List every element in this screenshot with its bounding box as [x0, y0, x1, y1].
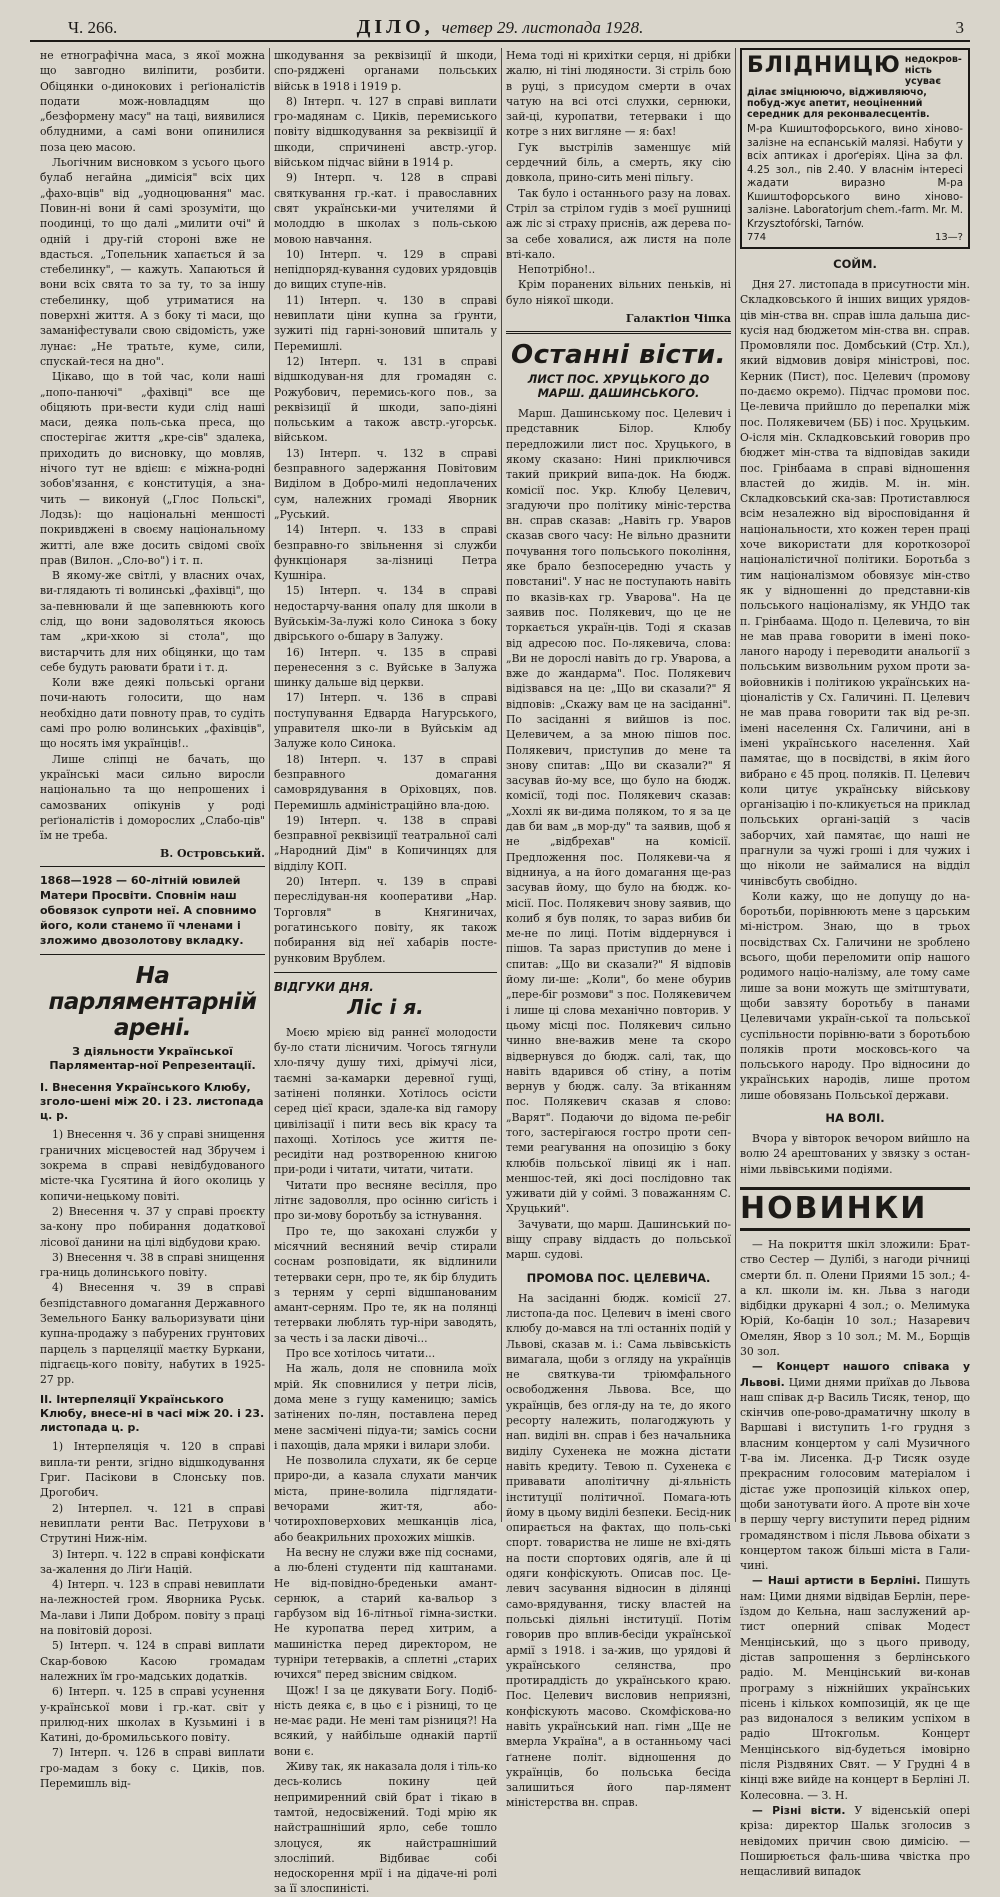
- column-3: [506, 48, 731, 1810]
- paragraph: В якому-же світлі, у власних очах, ви-глядають ті волинські „фахівці", що за-певнювали й ще запевнюють кого слід, що вони задоволяться якоюсь там „кри-хкою зі стола", що вистарчить для них обіцянки, що там себе будуть раювати брати і т. д.: [40, 569, 265, 674]
- ad-tagline: недокров-ність усуває: [904, 54, 962, 87]
- list-item: 15) Інтерп. ч. 134 в справі недостарчу-вання опалу для школи в Вуйськім-За-лужі коло Синока з боку двірського о-бшару в Залужу.: [274, 584, 497, 644]
- news-item: — На покриття шкіл зложили: Брат-ство Сестер — Дулібі, з нагоди річниці смерти бл. п. Олени Приями 15 зол.; 4-а кл. школи ім. кн. Льва з нагоди відбідки друкарні 4 зол.; о. Мелимука Юрій, Ко-бацін 10 зол.; Назаревич Омелян, Явор з 10 зол.; М. М., Борщів 30 зол.: [740, 1237, 970, 1358]
- ad-slogan: ділає зміцнюючо, відживляючо, побуд-жує апетит, неоціненний середник для реконвалесцентів.: [747, 87, 930, 120]
- list-item: 2) Внесення ч. 37 у справі проєкту за-кону про побирання додаткової лісової данини на цілі відбудови краю.: [40, 1204, 265, 1249]
- paragraph: Вчора у вівторок вечором вийшло на волю 24 арештованих у звязку з остан-німи львівськими подіями.: [740, 1132, 970, 1176]
- list-item: шкодування за реквізиції й шкоди, спо-ряджені органами польських військ в 1918 і 1919 р.: [274, 49, 497, 93]
- ad-code: 774: [747, 232, 767, 243]
- column-divider: [269, 48, 270, 1522]
- paragraph: Про все хотілось читати...: [286, 1347, 436, 1361]
- list-item: 13) Інтерп. ч. 132 в справі безправного задержання Повітовим Виділом в Добро-милі недоплачених сум, належних громаді Яворник „Руський.: [274, 446, 497, 521]
- section-heading: І. Внесення Українського Клюбу, зголо-шені між 20. і 23. листопада ц. р.: [40, 1081, 264, 1123]
- news-lead: — Різні вісти.: [752, 1803, 846, 1817]
- list-item: 12) Інтерп. ч. 131 в справі відшкодуван-ня для громадян с. Рожубович, перемись-кого пов., за реквізиції й шкоди, запо-діяні польським а також австр.-угорськ. військом.: [274, 354, 497, 445]
- ad-body: М-ра Кшиштофорського, вино хіново-залізне на еспанській малязі. Набути у всіх аптиках і дроґеріях. Ціна за фл. 4.25 зол., пів 2.40. У власнім інтересі жадати виразно М-ра Кшиштофорського вино хіново-залізне. Laboratorjum chem.-farm. Mr. M. Krzysztofórski, Tarnów.: [747, 123, 963, 230]
- news-lead: — Наші артисти в Берліні.: [752, 1574, 921, 1588]
- paragraph: Коли кажу, що не допущу до на-боротьби, порівнюють мене з царським мі-ністром. Знаю, що в трьох посвідствах Сх. Галичини не зроблено всього, щоби переломити опір нашого родимого націо-налізму, але тому саме лише за вони можуть ще змітштувати, щоби завзяту боротьбу в панами Целевичами україн-ської та польської суспільности порівню-вати з боротьбою поляків проти московсь-кого ча польського народу. Про відносини до українських народів, лише протом лише обовязань Польської держави.: [740, 889, 970, 1102]
- list-item: 6) Інтерп. ч. 125 в справі усунення у-країнської мови і гр.-кат. світ у прилюд-них школах в Кузьмині і в Катині, до-бромильського повіту.: [40, 1685, 265, 1745]
- ad-header: [747, 54, 963, 87]
- news-text: Цими днями приїхав до Львова наш співак д-р Василь Тисяк, тенор, що скінчив опе-рово-драматичну школу в Варшаві і виступить 1-го грудня з власним концертом у салі Музичного Т-ва ім. Лисенка. Д-р Тисяк озуде прекрасним голосовим матеріалом і дістає уже пропозицій кількох опер, щоби занотувати його. А проте він хоче в першу чергу виступити перед рідним громадянством і після Львова обіхати з концертом також більші міста в Гали-чині.: [740, 1375, 970, 1573]
- list-item: 4) Інтерп. ч. 123 в справі невиплати на-лежностей гром. Яворника Руськ. Ма-лави і Липи Добром. повіту з праці на повітовій дорозі.: [40, 1578, 265, 1638]
- page-number: 3: [955, 18, 964, 37]
- section-heading: СОЙМ.: [833, 257, 877, 271]
- list-item: 1) Інтерпеляція ч. 120 в справі випла-ти ренти, згідно відшкодування Григ. Пасікови в Слонську пов. Дрогобич.: [40, 1440, 265, 1500]
- list-item: 1) Внесення ч. 36 у справі знищення граничних місцевостей над Збручем і зокрема в справі невідбудованого місте-чка Гусятина й його околиць у копичи-нецькому повіті.: [40, 1128, 265, 1203]
- paragraph: Зачувати, що марш. Дашинський по-віщу справу віддасть до польської марш. судові.: [506, 1217, 731, 1262]
- list-item: 3) Внесення ч. 38 в справі знищення гра-ниць долинського повіту.: [40, 1250, 265, 1280]
- issue-date: четвер 29. листопада 1928.: [441, 18, 644, 37]
- list-item: 5) Інтерп. ч. 124 в справі виплати Скар-бовою Касою громадам належних їм гро-мадських додатків.: [40, 1639, 265, 1683]
- column-1: [40, 48, 265, 1791]
- paragraph: Моєю мрією від раннєї молодости бу-ло стати лісничим. Чогось тягнули хло-пячу душу тихі, дрімучі ліси, таємні за-камарки деревної гущі, затінені полянки. Хотілось осісти серед цієї краси, здале-ка від гамору цивілізації і пити весь вік красу та пахощі. Хотілось усе життя пе-ресидіти над розтворенною книгою при-роди і читати, читати, читати.: [274, 1025, 497, 1177]
- news-text: У віденській опері кріза: директор Шальк зголосив з невідомих причин свою димісію. — Поширюється фаль-шива чвістка про нещасливий випадок: [740, 1803, 970, 1879]
- news-item: [740, 1573, 970, 1802]
- paragraph: Дня 27. листопада в присутности мін. Складковського й інших вищих урядов-ців мін-ства вн. справ ішла дальша дис-кусія над бюджетом мін-ства вн. справ. Промовляли пос. Домбський (Стр. Хл.), який відмовив довіря міністрові, пос. Керник (Пист), пос. Целевич (промову по-даємо окремо). Підчас промови пос. Це-левича прийшло до перепалки між пос. Полякевичем (ББ) і пос. Хруцьким. О-ісля мін. Складковський говорив про бюджет мін-ства та відповідав закиди пос. Грінбаама в справі відношення властей до жидів. М. ін. мін. Складковський ска-зав: Протиставлюся всім незалежно від віросповідання й національности, хто кожен терен праці хоче використати для короткозорої націоналістичної політики. Боротьба з тим націоналізмом обовязує мін-ство як у відношенні до представни-ків польського націоналізму, як УНДО так п. Грінбаама. Щодо п. Целевича, то він не мав права говорити в імені поко-ланого народу і переводити анальогії з польським визвольним рухом проти за-войовників і політикою українських на-ціоналістів у Сх. Галичині. П. Целевич не мав права говорити так від ре-зп. імені населення Сх. Галичини, ані в імені українського населення. Хай памятає, що в посвідстві, в якім його вибрано є 45 проц. поляків. П. Целевич коли цитує українську військову організацію і по-кликується на приклад польських органі-зацій з часів заборчих, хай памятає, що наші не прагнули за чужі гроші і для чужих і що ніколи не займалися на відділ чинівсбуть свобідно.: [740, 278, 970, 888]
- masthead: [30, 14, 970, 42]
- ad-footer: [747, 232, 963, 243]
- paragraph: Крім поранених вільних пеньків, ні було ніякої шкоди.: [506, 278, 731, 307]
- list-item: 11) Інтерп. ч. 130 в справі невиплати ціни купна за ґрунти, зужиті під гарні-зоновий шпиталь у Перемишлі.: [274, 293, 497, 353]
- page-label: Ч. 266.: [68, 18, 118, 37]
- paragraph: Живу так, як наказала доля і тіль-ко десь-колись покину цей непримиренний свій брат і тікаю в тамтой, недосвіжений. Тоді мрію як найстрашніший ярло, себе тошло злоцуся, як найстрашніший злосліпий. Відбиває собі недоскорення мрії і на дідаче-ні ролі за її злоспиністі.: [274, 1760, 497, 1896]
- paragraph: Непотрібно!..: [518, 263, 596, 277]
- list-item: 3) Інтерп. ч. 122 в справі конфіскати за-жалення до Ліґи Націй.: [40, 1547, 265, 1576]
- news-item: [740, 1803, 970, 1879]
- paragraph: Коли вже деякі польські органи почи-нають голосити, що нам необхідно дати повноту прав, то судіть самі про ролю волинських „фахівців", що носять імя українців!..: [40, 676, 265, 751]
- masthead-title: [30, 16, 970, 39]
- paragraph: Не позволила слухати, як бе серце приро-ди, а казала слухати манчик міста, прине-волила підглядати-вечорами жит-тя, або-чотирохповерхових мешканців ліса, або беакрильних прохожих мішків.: [274, 1454, 497, 1544]
- list-item: 7) Інтерп. ч. 126 в справі виплати гро-мадам з боку с. Циків, пов. Перемишль від-: [40, 1746, 265, 1791]
- paragraph: Цікаво, що в той час, коли наші „попо-панючі" „фахівці" все ще обіцяють при-вести куди слід наші маси, деяка поль-ська преса, що спостерігає життя „кре-сів" здалека, приходить до висновку, що мовляв, нічого тут не вдієш: є міжна-родні зобов'язання, є конституція, а зна-чить — виконуй („Глос Польскі", Лодзь): що національні меншості покривджені в своєму національному житті, але вже досить свідомі своїх прав (Вилон. „Сло-во") і т. п.: [40, 370, 265, 567]
- section-heading: НА ВОЛІ.: [825, 1111, 885, 1126]
- section-headline: НОВИНКИ: [740, 1187, 970, 1231]
- column-divider: [735, 48, 736, 1522]
- paragraph: не етнографічна маса, з якої можна що завгодно виліпити, розбити. Обіцянки о-динокових і реґіоналістів подати мож-новладцям що „безформену масу" на таці, виявилися облудними, а самі вони опинилися поза цею масою.: [40, 49, 265, 154]
- newspaper-title: ДІЛО,: [356, 16, 434, 38]
- paragraph: Нема тоді ні крихітки серця, ні дрібки жалю, ні тіні людяности. Зі стріль бою в руці, з присудом смерти в очах чатую на всі отсі слухки, сернюки, зай-ці, куропатви, тетерваки і що котре з них вигляне — я: бах!: [506, 49, 731, 139]
- paragraph: Про те, що закохані служби у місячний весняний вечір стирали соснам розповідати, як відлинили тетерваки серн, про те, як бір блудить з терням у серпі відшпанованим амант-серням. Про те, як на полянці тетерваки люблять тур-ніри заводять, за честь і за ласки дівочі...: [274, 1224, 497, 1345]
- divider: [506, 331, 731, 334]
- list-item: 4) Внесення ч. 39 в справі безпідставного домагання Державного Земельного Банку вальоризувати ціни купна-продажу з пабурених грунтових парцель з парцеляції маєтку Буркани, підгаєць-кого повіту, набутих в 1925-27 рр.: [40, 1281, 265, 1387]
- column-2: [274, 48, 497, 1896]
- article-headline: На парляментарній арені.: [48, 963, 257, 1042]
- list-item: 20) Інтерп. ч. 139 в справі переслідуван-ня кооперативи „Нар. Торговля" в Княгиничах, рогатинського повіту, як також побирання від неї хабарів посте-рунковим Врублем.: [274, 875, 497, 965]
- paragraph: Читати про весняне весілля, про літнє задоволля, про осінню сиґість і про зи-мову боротьбу за істнування.: [274, 1178, 497, 1223]
- essay-title: Ліс і я.: [347, 994, 424, 1019]
- author-signature: В. Островський.: [160, 847, 265, 861]
- paragraph: На засіданні бюдж. комісії 27. листопа-да пос. Целевич в імені свого клюбу до-мався на тлі останніх подій у Львові, сказав м. і.: Сама львівськість вимагала, щоби з огляду на українців не святкува-ти тріюмфального освободження Львова. Все, що українців, без огля-ду на те, до якого ресорту належить, полагоджують у нап. виділі вн. справ і без начальника виділу Сухенека не можна дістати навіть кредиту. Тевою п. Сухенека є привавати аполітичну ді-яльність інституції політичної. Помага-ють йому в цьому виділі безпеки. Бесід-ник опирається на фактах, що поль-ські спорт. товариства не лише не вхі-дять на пости спортових одягів, але й ці одяги конфіскують. Описав пос. Це-левич засування відносин в ділянці само-врядування, тиску властей на польські діяльні інституції. Потім говорив про вплив-бесіди української армії з 1918. і за-жив, що урядові й українського селянства, про протираддість до українського краю. Пос. Целевич висловив неприязні, конфіскують масово. Скомфіскова-но навіть український нап. гімн „Ще не вмерла Україна", а в останньому часі ґатнене політ. відношення до українців, бо польська бесіда залишиться його пар-лямент міністерства вн. справ.: [506, 1291, 731, 1810]
- column-divider: [501, 48, 502, 1522]
- list-item: 9) Інтерп. ч. 128 в справі святкування гр.-кат. і православних свят українськи-ми учителями й молоддю в школах з поль-ською мовою навчання.: [274, 171, 497, 246]
- article-headline: ЛИСТ ПОС. ХРУЦЬКОГО ДО МАРШ. ДАШИНСЬКОГО.: [527, 372, 710, 401]
- divider: [40, 866, 265, 867]
- article-headline: ПРОМОВА ПОС. ЦЕЛЕВИЧА.: [526, 1270, 711, 1285]
- paragraph: Гук выстрілів заменшує мій сердечний біль, а смерть, яку сію довкола, прино-сить мені пільгу.: [506, 140, 731, 185]
- section-headline: Останні вісти.: [511, 340, 726, 371]
- paragraph: Льогічним висновком з усього цього булаб негайна „димісія" всіх цих „фахо-вців" від „уодноцювання" мас. Повин-ні вони й самі зрозуміти, що поодинці, то що далі „милити очі" й одній і дру-гій стороні вже не вдасться. „Топельник хапається й за стебелинку", — кажуть. Хапаються й вони всіх свята то за ту, то за іншу стебелинку, щоб утриматися на поверхні життя. А з боку ті маси, що заманіфестували свою свідомість, уже лунає: „Не тратьте, куме, сили, спускай-теся на дно".: [40, 156, 265, 368]
- list-item: 19) Інтерп. ч. 138 в справі безправної реквізиції театральної салі „Народний Дім" в Копичинцях для відділу КОП.: [274, 813, 497, 873]
- list-item: 8) Інтерп. ч. 127 в справі виплати гро-мадянам с. Циків, перемиського повіту відшкодування за реквізиції й шкоди, спричинені австр.-угор. військом підчас війни в 1914 р.: [274, 94, 497, 170]
- news-item: [740, 1359, 970, 1573]
- ad-ref: 13—?: [934, 232, 963, 243]
- paragraph: На жаль, доля не сповнила моїх мрій. Як сповнилися у петри лісів, дома мене з гущу каменицю; замісь затінених по-лян, поставлена перед мене засмічені підуа-ти; замісь сосни і пахощів, дала мряки і вилари злоби.: [274, 1362, 497, 1452]
- news-text: Пишуть нам: Цими днями відвідав Берлін, пере-їздом до Кельна, наш заслужений ар-тист оперний співак Модест Менцінський, що з цього приводу, дістав запрошення з берлінського радіо. М. Менцінський ви-конав програму з ніжнійших українських пісень і кількох композицій, як це ще раз видоналося з великим успіхом в радіо Штокгольм. Концерт Менцінського від-будеться імовірно після Різдвяних Свят. — У Грудні 4 в кінці вже вийде на концерт в Берліні Л. Колесовна. — З. Н.: [740, 1574, 970, 1802]
- jubilee-notice: 1868—1928 — 60-літній ювилей Матери Просвіти. Сповнім наш обовязок супроти неї. А сповнимо його, коли станемо її членами і зложимо двозолотову вкладку.: [40, 874, 257, 948]
- divider: [274, 972, 497, 973]
- advertisement: [740, 48, 970, 249]
- list-item: 14) Інтерп. ч. 133 в справі безправно-го звільнення зі служби функціонаря за-лізниці Петра Кушніра.: [274, 523, 497, 583]
- column-4: [740, 48, 970, 1879]
- paragraph: Так було і останнього разу на ловах. Стріл за стрілом гудів з моєї рушниці аж ліс зі страху приснів, аж дерева по-за себе ховалися, аж листя на поле вті-кало.: [506, 186, 731, 261]
- list-item: 2) Інтерпел. ч. 121 в справі невиплати ренти Вас. Петрухови в Струтині Ниж-нім.: [40, 1501, 265, 1546]
- list-item: 10) Інтерп. ч. 129 в справі непідпоряд-кування судових урядовців до вищих ступе-нів.: [274, 247, 497, 292]
- divider: [40, 954, 265, 955]
- list-item: 16) Інтерп. ч. 135 в справі перенесення з с. Вуйське в Залужа шинку дальше від церкви.: [274, 645, 497, 690]
- news-lead: — Концерт нашого співака у Львові.: [740, 1360, 970, 1389]
- paragraph: Щож! І за це дякувати Богу. Подіб-ність деяка є, в цьо є і різниці, то це не-має ради. Не мені там різниця?! На всякий, у найбільше однакій партії вони є.: [274, 1683, 497, 1758]
- rubric-heading: ВІДГУКИ ДНЯ.: [274, 979, 374, 994]
- ad-title: БЛІДНИЦЮ: [747, 53, 901, 78]
- section-heading: ІІ. Інтерпеляції Українського Клюбу, внесе-ні в часі між 20. і 23. листопада ц. р.: [40, 1393, 265, 1435]
- author-signature: Галактіон Чіпка: [625, 312, 731, 326]
- paragraph: Марш. Дашинському пос. Целевич і представник Білор. Клюбу передложили лист пос. Хруцького, в якому сказано: Нині приключився такий прикрий випа-док. На бюдж. комісії пос. Укр. Клюбу Целевич, згадуючи про політику мініс-терства вн. справ сказав: „Навіть гр. Уваров сказав свого часу: Не вільно дразнити почування того польського покоління, яке брало безпосередню участь у повстаниі". У нас не поступають навіть по вказів-ках гр. Уварова". На це заявив пос. Полякевич, що це не торкається україн-ців. Тоді я сказав від адресою пос. По-лякевича, слова: „Ви не дорослі навіть до гр. Уварова, а вже до жандарма". Пос. Полякевич відізвався на це: „Що ви сказали?" Я відповів: „Скажу вам це на засіданні". По засіданні я вийшов із пос. Целевичем, а за мною пішов пос. Полякевич, приступив до мене та знову спитав: „Що ви сказали?" Я засував йо-му все, що було на бюдж. комісії, тоді пос. Полякевич сказав: „Хохлі як ви-дима поляком, то я за це дав би вам „в мор-ду" та заявив, щоб я не „відбрехав" на комісії. Предложення пос. Полякеви-ча я віднинуа, а на його домагання ще-раз засував йому, що було на бюдж. ко-місії. Пос. Полякевич знову заявив, що колиб я був поляк, то зараз вибив би ме-не по лиці. Потім віддернувся і пішов. Та зараз приступив до мене і спитав: „Що ви сказали?" Я відповів йому ли-ше: „Коли", бо мене обурив „пере-біг розмови" з пос. Полякевичем і лише ці слова механічно повторив. У цьому місці пос. Полякевич сильно чинно вне-важив мене та скоро відвернувся до бюдж. салі, так, що навіть вдарився об стіну, а потім вернув у бюдж. салу. За втіканням пос. Полякевич сказав я слово: „Варят". Подаючи до відома пе-ребіг того, застерігаюся гостро проти сеп-теми реагування на опозицію з боку клюбів польської лівиці як і нап. меншос-тей, які досі послідовно так уживати дій у соймі. З поважанням С. Хруцький".: [506, 407, 731, 1216]
- list-item: 17) Інтерп. ч. 136 в справі поступування Едварда Нагурського, управителя шко-ли в Вуйськім ад Залуже коло Синока.: [274, 691, 497, 751]
- paragraph: На весну не служи вже під соснами, а лю-блені студенти під каштанами. Не від-повідно-бреденьки амант-сернюк, а старий ка-вальор з гарбузом від 16-літньої гімна-зистки. Не куропатва перед хитрим, а машиністка перед директором, не турніри тетерваків, а сплетні „старих ючихся" перед звісним свідком.: [274, 1545, 497, 1682]
- article-subheadline: З діяльности Української Парляментар-ної Репрезентації.: [49, 1045, 256, 1073]
- paragraph: Лише сліпці не бачать, що українські маси сильно виросли національно та що непрошених і самозваних опікунів у роді реґіоналістів і доморослих „Слабо-ців" їм не треба.: [40, 752, 265, 843]
- list-item: 18) Інтерп. ч. 137 в справі безправного домагання самоврядування в Оріховцях, пов. Перемишль адміністраційно вла-дою.: [274, 752, 497, 812]
